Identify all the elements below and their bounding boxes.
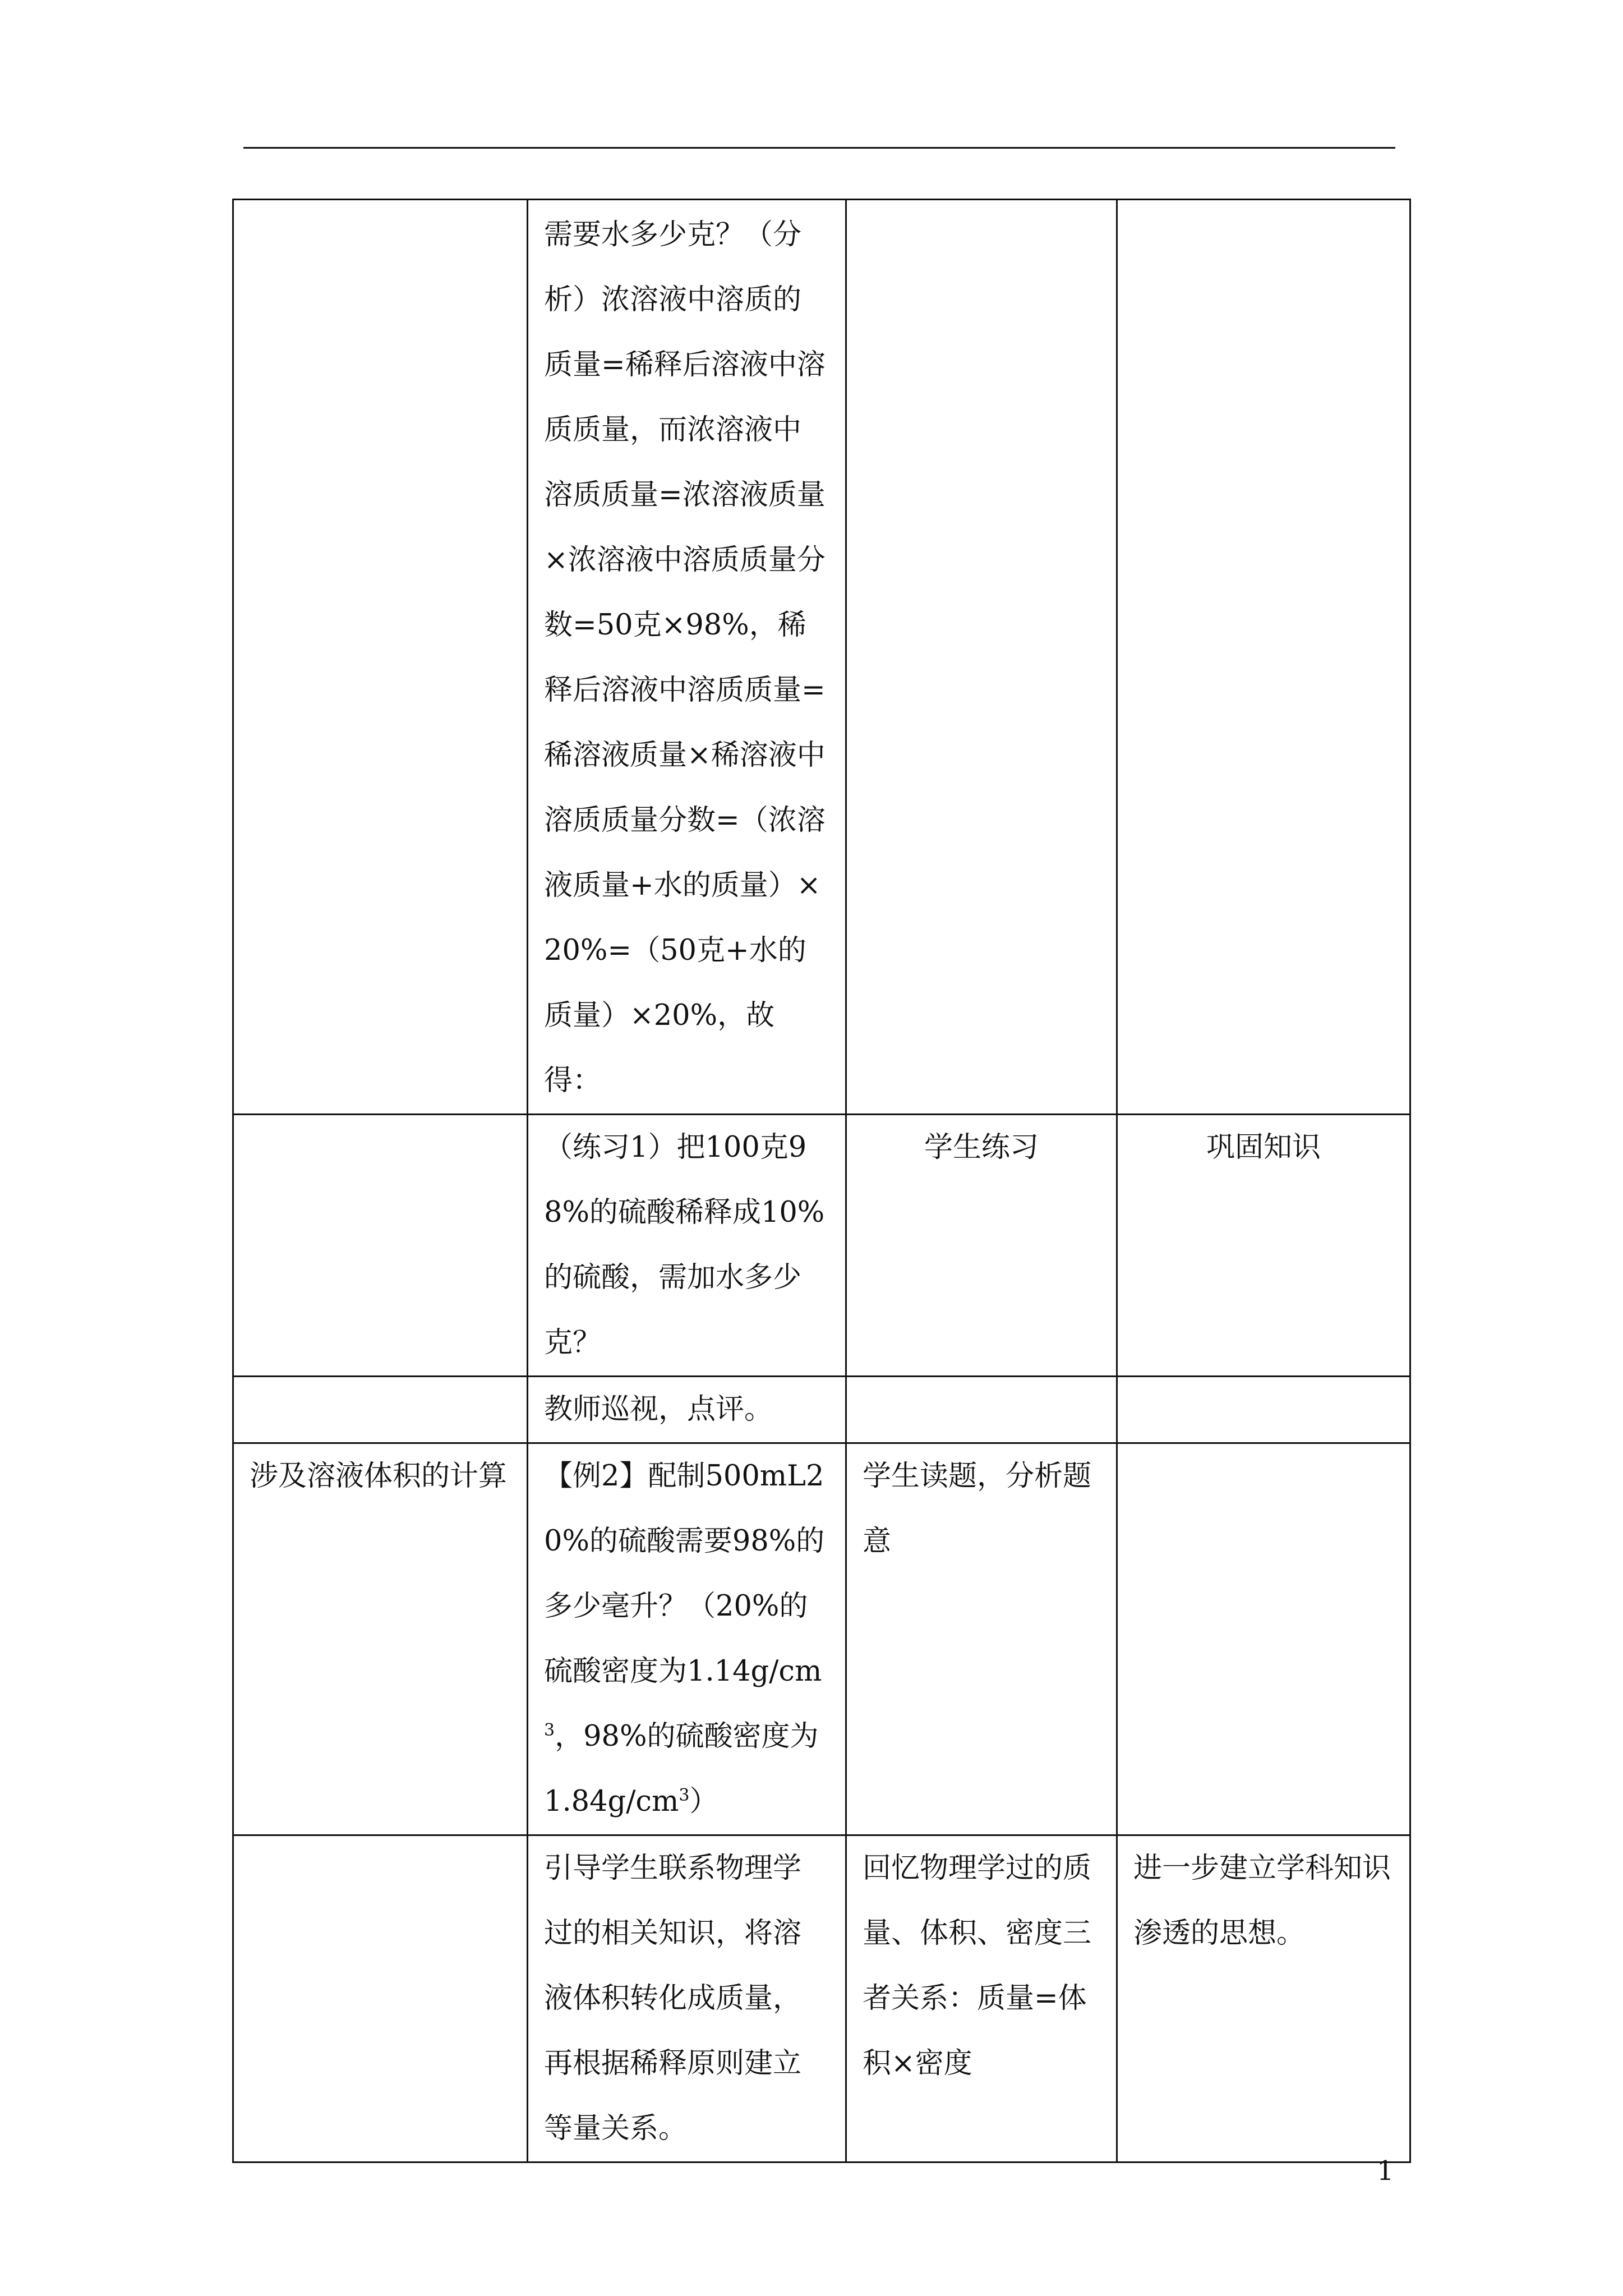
table-cell [528, 1835, 846, 2162]
header-rule [243, 147, 1395, 149]
cell-text: 教师巡视，点评。 [544, 1393, 773, 1426]
page-number: 1 [1377, 2155, 1394, 2187]
table-cell [233, 1835, 528, 2162]
cell-text: 需要水多少克？（分析）浓溶液中溶质的质量=稀释后溶液中溶质质量，而浓溶液中溶质质量=浓溶液质量×浓溶液中溶质质量分数=50克×98%，稀释后溶液中溶质质量=稀溶液质量×稀溶液中溶质质量分数=（浓溶液质量+水的质量）×20%=（50克+水的质量）×20%，故得： [544, 218, 826, 1097]
table-cell [1117, 1115, 1410, 1377]
cell-text: 巩固知识 [1206, 1131, 1321, 1164]
cell-text: 学生练习 [924, 1131, 1039, 1164]
table-row [233, 1377, 1410, 1443]
table-cell [528, 1377, 846, 1443]
cell-text: 学生读题，分析题意 [863, 1460, 1092, 1558]
table-cell [846, 1443, 1117, 1835]
cell-text: 引导学生联系物理学过的相关知识，将溶液体积转化成质量，再根据稀释原则建立等量关系。 [544, 1852, 802, 2145]
table-cell [528, 1115, 846, 1377]
table-cell [846, 200, 1117, 1115]
table-cell [1117, 1443, 1410, 1835]
cell-text: 【例2】配制500mL20%的硫酸需要98%的多少毫升？（20%的硫酸密度为$1.14g/cm^3$，98%的硫酸密度为$1.84g/cm^3$） [544, 1460, 825, 1818]
table-cell [846, 1377, 1117, 1443]
cell-text: 涉及溶液体积的计算 [250, 1460, 508, 1493]
table-cell [233, 1443, 528, 1835]
table-cell [233, 1115, 528, 1377]
table-row [233, 1835, 1410, 2162]
table-row [233, 1115, 1410, 1377]
table-cell [846, 1835, 1117, 2162]
table-cell [1117, 1377, 1410, 1443]
lesson-plan-table [232, 199, 1411, 2163]
cell-text: （练习1）把100克98%的硫酸稀释成10%的硫酸，需加水多少克？ [544, 1131, 825, 1359]
table-cell [233, 200, 528, 1115]
table-cell [233, 1377, 528, 1443]
table-cell [846, 1115, 1117, 1377]
table-row [233, 200, 1410, 1115]
table-cell [528, 200, 846, 1115]
cell-text: 进一步建立学科知识渗透的思想。 [1133, 1852, 1391, 1950]
table-cell [1117, 200, 1410, 1115]
table-row [233, 1443, 1410, 1835]
table-cell [528, 1443, 846, 1835]
cell-text: 回忆物理学过的质量、体积、密度三者关系：质量=体积×密度 [863, 1852, 1092, 2080]
table-cell [1117, 1835, 1410, 2162]
